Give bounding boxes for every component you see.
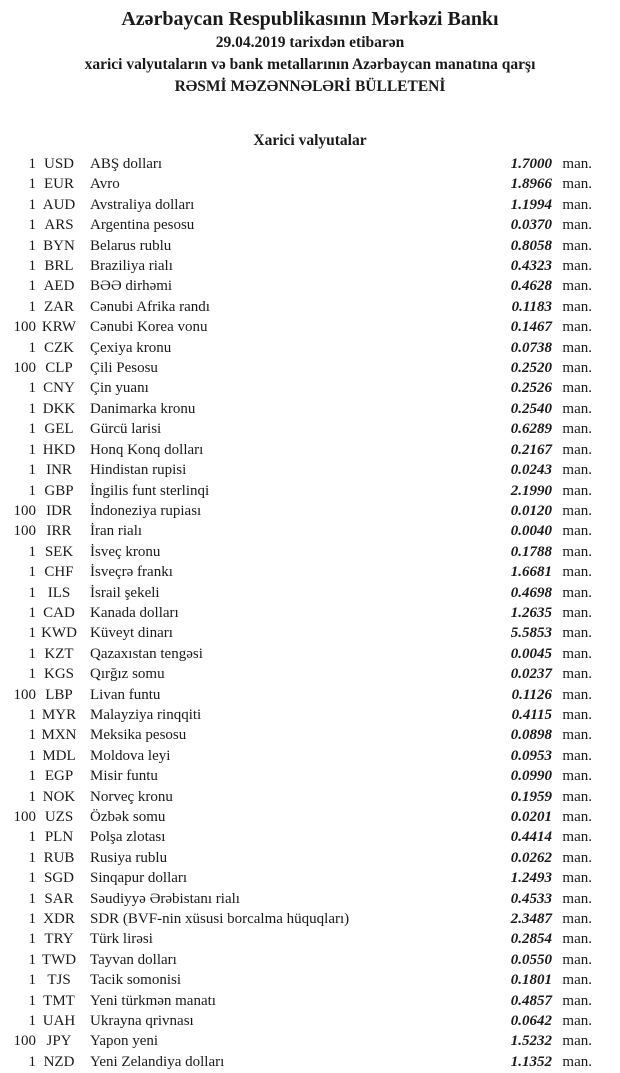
currency-code: ILS [47,584,71,601]
unit-label: man. [562,686,592,703]
currency-code: UAH [42,1013,76,1030]
currency-name: Honq Konq dolları [90,441,204,458]
currency-code: JPY [46,1033,72,1050]
currency-name: Özbək somu [90,809,166,825]
currency-code: MYR [41,706,77,723]
currency-code: SAR [44,890,74,907]
currency-name: Malayziya rinqqiti [90,706,202,723]
currency-name: Səudiyyə Ərəbistanı rialı [90,890,240,907]
currency-code: NOK [42,788,76,805]
table-row [0,929,620,949]
currency-code: ZAR [44,298,74,315]
rate-value: 0.4857 [510,992,552,1009]
quantity: 100 [13,686,36,703]
currency-name: Tacik somonisi [90,972,182,989]
table-row [0,562,620,582]
quantity: 1 [28,666,36,683]
rate-value: 0.0201 [510,809,552,825]
unit-label: man. [562,380,592,397]
currency-name: Livan funtu [90,686,161,703]
currency-code: USD [43,156,74,172]
quantity: 1 [28,298,36,315]
currency-name: İran rialı [90,523,143,540]
table-row [0,583,620,603]
currency-name: Sinqapur dolları [90,870,188,887]
currency-code: BRL [44,258,74,275]
currency-name: Yeni Zelandiya dolları [90,1053,225,1070]
rate-value: 0.0237 [510,666,552,683]
table-row [0,1052,620,1072]
currency-name: SDR (BVF-nin xüsusi borcalma hüquqları) [90,911,350,928]
currency-code: INR [46,462,72,479]
table-row [0,1011,620,1031]
currency-code: TRY [44,931,74,948]
table-row [0,399,620,419]
unit-label: man. [562,788,592,805]
currency-code: SEK [44,543,74,560]
currency-code: CAD [43,604,75,621]
table-row [0,766,620,786]
quantity: 1 [28,339,36,356]
currency-name: Hindistan rupisi [90,462,187,479]
unit-label: man. [562,911,592,928]
quantity: 1 [28,176,36,193]
unit-label: man. [562,258,592,275]
table-row [0,521,620,541]
currency-code: AED [43,278,75,295]
rate-value: 2.3487 [510,911,552,928]
currency-name: Qırğız somu [90,666,165,683]
rate-value: 0.2854 [510,931,552,948]
quantity: 1 [28,1053,36,1070]
unit-label: man. [562,768,592,785]
rate-value: 0.4323 [510,258,552,275]
table-row [0,256,620,276]
quantity: 1 [28,196,36,213]
document-header [0,6,620,98]
unit-label: man. [562,156,592,172]
rate-value: 0.0990 [510,768,552,785]
currency-code: CZK [44,339,74,356]
quantity: 1 [28,870,36,887]
table-row [0,664,620,684]
table-row [0,154,620,174]
currency-code: BYN [43,237,75,254]
table-row [0,787,620,807]
unit-label: man. [562,237,592,254]
unit-label: man. [562,931,592,948]
quantity: 1 [28,380,36,397]
table-row [0,991,620,1011]
currency-code: HKD [42,441,76,458]
currency-name: Tayvan dolları [90,951,177,968]
table-row [0,807,620,827]
unit-label: man. [562,278,592,295]
unit-label: man. [562,482,592,499]
quantity: 1 [28,747,36,764]
table-row [0,215,620,235]
unit-label: man. [562,421,592,438]
rate-value: 0.0243 [510,462,552,479]
unit-label: man. [562,441,592,458]
table-row [0,419,620,439]
quantity: 1 [28,788,36,805]
currency-code: AUD [42,196,76,213]
table-row [0,725,620,745]
quantity: 1 [28,911,36,928]
currency-code: CLP [45,360,73,377]
rate-value: 0.0120 [510,502,552,519]
currency-name: Moldova leyi [90,747,171,764]
currency-code: LBP [45,686,73,703]
table-row [0,868,620,888]
currency-name: Argentina pesosu [90,217,195,234]
table-row [0,970,620,990]
quantity: 1 [28,400,36,417]
currency-name: Belarus rublu [90,237,172,254]
unit-label: man. [562,645,592,662]
table-row [0,848,620,868]
quantity: 1 [28,849,36,866]
rate-value: 1.6681 [510,564,552,581]
quantity: 1 [28,217,36,234]
quantity: 100 [13,809,36,825]
table-row [0,195,620,215]
rate-value: 1.1994 [510,196,552,213]
quantity: 1 [28,462,36,479]
unit-label: man. [562,462,592,479]
unit-label: man. [562,400,592,417]
quantity: 100 [13,1033,36,1050]
table-row [0,440,620,460]
table-row [0,542,620,562]
quantity: 100 [13,360,36,377]
rate-value: 0.1788 [510,543,552,560]
unit-label: man. [562,523,592,540]
currency-code: DKK [42,400,76,417]
unit-label: man. [562,298,592,315]
quantity: 1 [28,890,36,907]
quantity: 100 [13,502,36,519]
currency-name: ABŞ dolları [90,156,163,172]
rate-value: 5.5853 [510,625,552,642]
currency-name: Rusiya rublu [90,849,168,866]
currency-code: TWD [41,951,77,968]
rate-value: 0.8058 [510,237,552,254]
currency-code: KWD [41,625,77,642]
currency-name: Kanada dolları [90,604,179,621]
unit-label: man. [562,747,592,764]
currency-code: CNY [43,380,75,397]
currency-code: EUR [44,176,74,193]
unit-label: man. [562,564,592,581]
table-row [0,174,620,194]
quantity: 1 [28,564,36,581]
rate-value: 1.7000 [510,156,552,172]
quantity: 1 [28,768,36,785]
rate-value: 0.4533 [510,890,552,907]
currency-code: GBP [44,482,74,499]
currency-code: TMT [43,992,75,1009]
quantity: 1 [28,543,36,560]
quantity: 1 [28,156,36,172]
rate-value: 0.2520 [510,360,552,377]
currency-name: Çili Pesosu [90,360,158,377]
table-row [0,603,620,623]
section-title-foreign-currencies: Xarici valyutalar [253,132,367,149]
quantity: 1 [28,951,36,968]
rate-value: 0.0045 [510,645,552,662]
table-row [0,317,620,337]
table-row [0,1031,620,1051]
currency-code: MDL [42,747,76,764]
table-row [0,297,620,317]
rate-value: 0.1467 [510,319,552,336]
currency-name: İsveç kronu [90,543,161,560]
table-row [0,685,620,705]
quantity: 1 [28,441,36,458]
table-row [0,623,620,643]
unit-label: man. [562,666,592,683]
currency-code: XDR [43,911,75,928]
unit-label: man. [562,809,592,825]
rates-table [0,154,620,1072]
rate-value: 0.4115 [511,706,552,723]
currency-code: KGS [43,666,74,683]
quantity: 1 [28,237,36,254]
quantity: 1 [28,625,36,642]
currency-name: Gürcü larisi [90,421,162,438]
table-row [0,338,620,358]
unit-label: man. [562,625,592,642]
quantity: 1 [28,421,36,438]
unit-label: man. [562,951,592,968]
unit-label: man. [562,849,592,866]
currency-code: KZT [44,645,74,662]
quantity: 1 [28,992,36,1009]
quantity: 1 [28,829,36,846]
unit-label: man. [562,890,592,907]
rate-value: 0.2167 [510,441,552,458]
quantity: 1 [28,706,36,723]
rate-value: 0.0262 [510,849,552,866]
currency-name: Polşa zlotası [90,829,166,846]
currency-code: MXN [41,727,77,744]
rate-value: 1.8966 [510,176,552,193]
currency-code: CHF [44,564,74,581]
currency-name: Danimarka kronu [90,400,196,417]
table-row [0,644,620,664]
unit-label: man. [562,870,592,887]
unit-label: man. [562,604,592,621]
currency-code: RUB [43,849,75,866]
bank-title: Azərbaycan Respublikasının Mərkəzi Bankı [121,8,499,30]
currency-name: Cənubi Korea vonu [90,319,208,336]
currency-code: TJS [47,972,71,989]
table-row [0,358,620,378]
currency-code: EGP [44,768,74,785]
quantity: 1 [28,645,36,662]
rate-value: 1.2635 [510,604,552,621]
rate-value: 0.0550 [510,951,552,968]
unit-label: man. [562,319,592,336]
rate-value: 0.1801 [510,972,552,989]
currency-name: İngilis funt sterlinqi [90,482,210,499]
currency-name: Cənubi Afrika randı [90,298,210,315]
unit-label: man. [562,727,592,744]
effective-date-line: 29.04.2019 tarixdən etibarən [215,34,405,51]
table-row [0,236,620,256]
unit-label: man. [562,502,592,519]
currency-name: Norveç kronu [90,788,173,805]
rate-value: 1.5232 [510,1033,552,1050]
table-row [0,276,620,296]
currency-code: SGD [43,870,74,887]
table-row [0,705,620,725]
rate-value: 0.1126 [511,686,552,703]
currency-name: Braziliya rialı [90,258,173,275]
scope-line: xarici valyutaların və bank metallarının Azərbaycan manatına qarşı [84,56,536,73]
quantity: 1 [28,278,36,295]
quantity: 1 [28,258,36,275]
rate-value: 0.1959 [510,788,552,805]
rate-value: 0.2540 [510,400,552,417]
currency-code: GEL [44,421,74,438]
quantity: 1 [28,604,36,621]
unit-label: man. [562,992,592,1009]
rate-value: 0.4628 [510,278,552,295]
quantity: 1 [28,482,36,499]
currency-name: İsrail şekeli [90,584,160,601]
unit-label: man. [562,972,592,989]
rate-value: 0.0898 [510,727,552,744]
currency-name: Çin yuanı [90,380,149,397]
quantity: 1 [28,972,36,989]
unit-label: man. [562,176,592,193]
unit-label: man. [562,339,592,356]
quantity: 100 [13,523,36,540]
rate-value: 0.0738 [510,339,552,356]
rate-value: 0.0040 [510,523,552,540]
rate-value: 1.2493 [510,870,552,887]
table-row [0,481,620,501]
unit-label: man. [562,584,592,601]
table-row [0,378,620,398]
unit-label: man. [562,360,592,377]
table-row [0,909,620,929]
unit-label: man. [562,1033,592,1050]
currency-code: NZD [43,1053,75,1070]
unit-label: man. [562,1053,592,1070]
unit-label: man. [562,543,592,560]
currency-name: Avstraliya dolları [90,196,195,213]
currency-name: İsveçrə frankı [90,564,173,581]
table-row [0,501,620,521]
table-row [0,889,620,909]
unit-label: man. [562,217,592,234]
quantity: 1 [28,727,36,744]
currency-name: Küveyt dinarı [90,625,173,642]
currency-name: İndoneziya rupiası [90,502,202,519]
currency-code: IRR [46,523,72,540]
currency-name: Çexiya kronu [90,339,172,356]
quantity: 1 [28,584,36,601]
rate-value: 0.4414 [510,829,552,846]
table-row [0,746,620,766]
currency-code: IDR [46,502,72,519]
currency-code: ARS [44,217,74,234]
rate-value: 0.1183 [511,298,552,315]
currency-name: Yapon yeni [90,1033,159,1050]
table-row [0,827,620,847]
currency-name: Türk lirəsi [90,931,153,948]
unit-label: man. [562,1013,592,1030]
currency-name: BƏƏ dirhəmi [90,278,173,295]
currency-name: Meksika pesosu [90,727,187,744]
currency-code: PLN [44,829,74,846]
rate-value: 0.0953 [510,747,552,764]
rate-value: 0.6289 [510,421,552,438]
rate-value: 0.2526 [510,380,552,397]
currency-name: Misir funtu [90,768,158,785]
currency-name: Yeni türkmən manatı [90,992,216,1009]
currency-code: KRW [41,319,77,336]
table-row [0,950,620,970]
quantity: 1 [28,931,36,948]
rate-value: 2.1990 [510,482,552,499]
currency-name: Qazaxıstan tengəsi [90,645,203,662]
unit-label: man. [562,706,592,723]
currency-name: Ukrayna qrivnası [90,1013,194,1030]
unit-label: man. [562,196,592,213]
table-row [0,460,620,480]
rate-value: 0.0370 [510,217,552,234]
quantity: 1 [28,1013,36,1030]
bulletin-title: RƏSMİ MƏZƏNNƏLƏRİ BÜLLETENİ [174,78,446,95]
currency-code: UZS [44,809,74,825]
unit-label: man. [562,829,592,846]
rate-value: 1.1352 [510,1053,552,1070]
quantity: 100 [13,319,36,336]
currency-name: Avro [90,176,120,193]
rate-value: 0.0642 [510,1013,552,1030]
rate-value: 0.4698 [510,584,552,601]
